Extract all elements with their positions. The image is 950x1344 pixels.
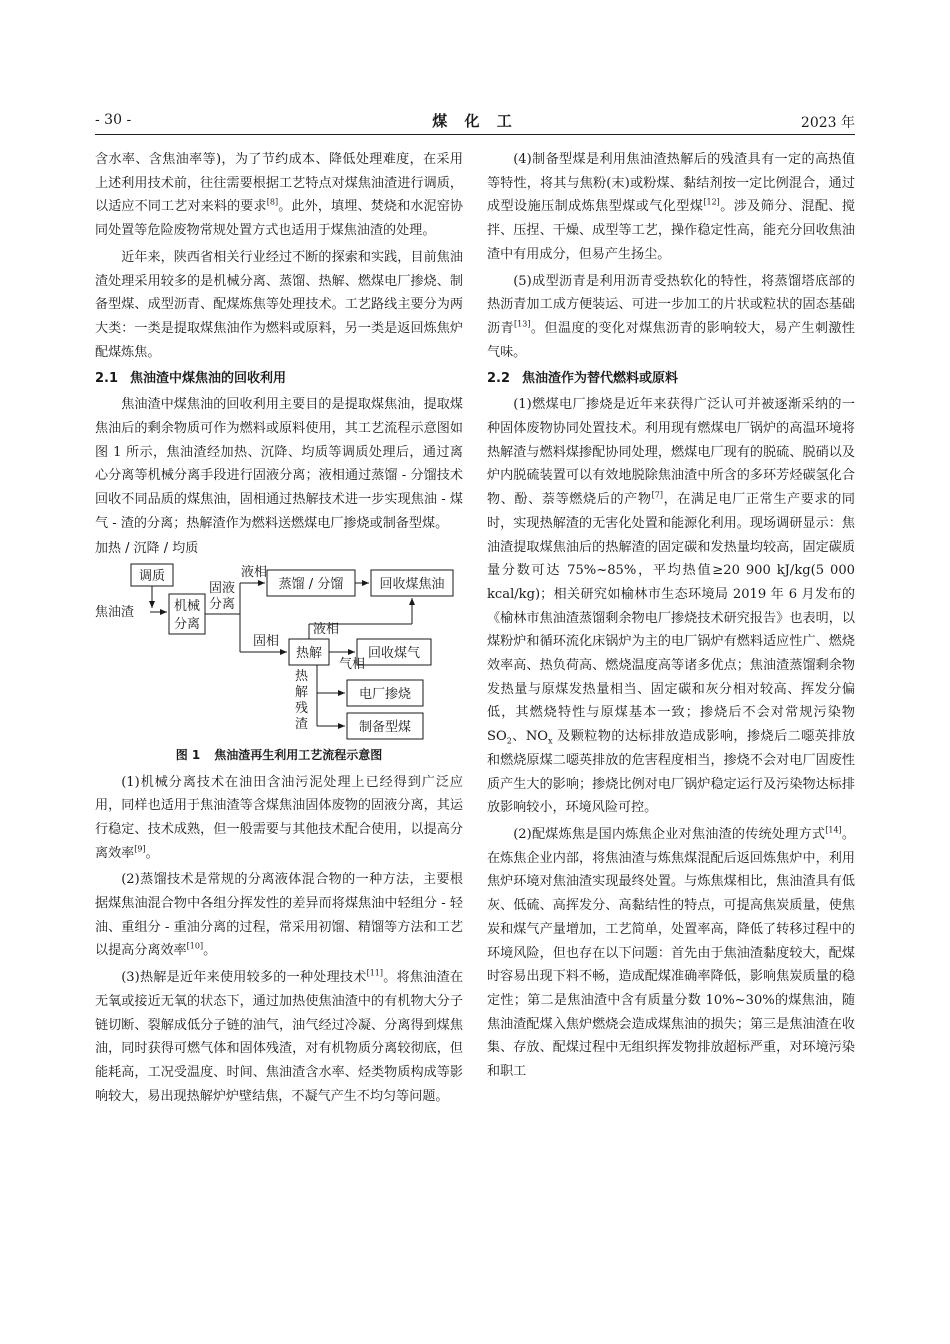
figure-caption: 图 1 焦油渣再生利用工艺流程示意图 [175,747,383,762]
paragraph: (3)热解是近年来使用较多的一种处理技术[11]。将焦油渣在无氧或接近无氧的状态下，通过加热使焦油渣中的有机物大分子链切断、裂解成低分子链的油气，油气经过冷凝、分离得到煤焦油，同时获得可燃气体和固体残渣，对有机物质分离较彻底，但能耗高，工况受温度、时间、焦油渣含水率、烃类物质构成等影响较大，易出现热解炉炉壁结焦，不凝气产生不均匀等问题。 [95,968,463,1104]
mech-sep-text-2: 分离 [173,616,201,632]
recover-tar-text: 回收煤焦油 [379,576,445,592]
residue-char-3: 残 [295,700,309,716]
process-flow-diagram [95,540,463,745]
briquette-text: 制备型煤 [358,719,412,735]
journal-title: 煤 化 工 [432,112,518,130]
residue-char-4: 渣 [295,716,309,732]
citation[interactable]: [8] [266,198,279,208]
power-plant-text: 电厂掺烧 [358,686,412,702]
gas-phase-label: 气相 [339,656,366,672]
paragraph: (1)燃煤电厂掺烧是近年来获得广泛认可并被逐渐采纳的一种固体废物协同处置技术。利用现有燃煤电厂锅炉的高温环境将热解渣与燃料煤掺配协同处理，燃煤电厂现有的脱硫、脱硝以及炉内脱硫装置可以有效地脱除焦油渣中所含的多环芳烃碳氢化合物、酚、萘等燃烧后的产物[7]，在满足电厂正常生产要求的同时，实现热解渣的无害化处置和能源化利用。现场调研显示：焦油渣提取煤焦油后的热解渣的固定碳和发热量均较高，固定碳质量分数可达 75%~85%，平均热值≥20 900 kJ/kg(5 000 kcal/kg)；相关研究如榆林市生态环境局 2019 年 6 月发布的《榆林市焦油渣蒸馏剩余物电厂掺烧技术研究报告》也表明，以煤粉炉和循环流化床锅炉为主的电厂锅炉有燃料适应性广、燃烧效率高、热负荷高、燃烧温度高等诸多优点；焦油渣蒸馏剩余物发热量与原煤发热量相当、固定碳和灰分相对较高、挥发分偏低，其燃烧特性与原煤基本一致；掺烧后不会对常规污染物 $SO_2$、$NO_x$ 及颗粒物的达标排放造成影响，掺烧后二噁英排放和燃烧原煤二噁英排放的危害程度相当，掺烧不会对电厂固废性质产生大的影响；掺烧比例对电厂锅炉稳定运行及污染物达标排放影响较小，环境风险可控。 [487,397,856,816]
citation[interactable]: [11] [366,968,384,978]
paragraph: (2)配煤炼焦是国内炼焦企业对焦油渣的传统处理方式[14]。在炼焦企业内部，将焦油渣与炼焦煤混配后返回炼焦炉中，利用焦炉环境对焦油渣实现最终处置。与炼焦煤相比，焦油渣具有低灰、低硫、高挥发分、高黏结性的特点，可提高焦炭质量，使焦炭和煤气产量增加，工艺简单，处置率高，降低了转移过程中的环境风险，但也存在以下问题：首先由于焦油渣黏度较大，配煤时容易出现下料不畅，造成配煤准确率降低，影响焦炭质量的稳定性；第二是焦油渣中含有质量分数 10%~30%的煤焦油，随焦油渣配煤入焦炉燃烧会造成煤焦油的损失；第三是焦油渣在收集、存放、配煤过程中无组织挥发物排放超标严重，对环境污染和职工 [487,825,856,1080]
section-heading: 2.2 焦油渣作为替代燃料或原料 [487,371,679,387]
paragraph: (5)成型沥青是利用沥青受热软化的特性，将蒸馏塔底部的热沥青加工成方便装运、可进一步加工的片状或粒状的固态基础沥青[13]。但温度的变化对煤焦沥青的影响较大，易产生刺激性气味。 [487,273,856,360]
issue-year: 2023 年 [800,115,855,131]
conditioning-text: 调质 [138,568,166,584]
residue-char-1: 热 [295,668,309,684]
left-column [95,148,463,1111]
citation[interactable]: [12] [703,198,720,208]
citation[interactable]: [10] [186,942,204,952]
paragraph: (2)蒸馏技术是常规的分离液体混合物的一种方法，主要根据煤焦油混合物中各组分挥发性的差异而将煤焦油中轻组分 - 轻油、重组分 - 重油分离的过程，常采用初馏、精馏等方法和工艺以提高分离效率[10]。 [95,872,463,959]
paragraph: 近年来，陕西省相关行业经过不断的探索和实践，目前焦油渣处理采用较多的是机械分离、蒸馏、热解、燃煤电厂掺烧、制备型煤、成型沥青、配煤炼焦等处理技术。工艺路线主要分为两大类：一类是提取煤焦油作为燃料或原料，另一类是返回炼焦炉配煤炼焦。 [95,249,463,360]
conditioning-label: 加热 / 沉降 / 均质 [95,540,199,556]
paragraph: (1)机械分离技术在油田含油污泥处理上已经得到广泛应用，同样也适用于焦油渣等含煤焦油固体废物的固液分离，其运行稳定、技术成熟，但一般需要与其他技术配合使用，以提高分离效率[9]。 [95,774,463,861]
citation[interactable]: [14] [825,825,842,835]
mech-sep-text-1: 机械 [173,598,201,614]
recover-gas-text: 回收煤气 [367,645,421,661]
solid-phase-label: 固相 [253,633,280,649]
citation[interactable]: [9] [134,844,146,854]
residue-char-2: 解 [295,684,309,700]
liquid-phase-label: 液相 [241,564,268,580]
distillation-text: 蒸馏 / 分馏 [278,576,344,592]
page-header [95,110,855,135]
liquid-phase-label-2: 液相 [313,621,340,637]
right-column [487,148,855,1087]
solid-liquid-label-1: 固液 [209,580,236,596]
paragraph: 含水率、含焦油率等)，为了节约成本、降低处理难度，在采用上述利用技术前，往往需要根据工艺特点对煤焦油渣进行调质，以适应不同工艺对来料的要求[8]。此外，填埋、焚烧和水泥窑协同处置等危险废物常规处置方式也适用于煤焦油渣的处理。 [95,152,464,239]
paragraph: 焦油渣中煤焦油的回收利用主要目的是提取煤焦油，提取煤焦油后的剩余物质可作为燃料或原料使用，其工艺流程示意图如图 1 所示，焦油渣经加热、沉降、均质等调质处理后，通过离心分离等机械分离手段进行固液分离；液相通过蒸馏 - 分馏技术回收不同品质的煤焦油，固相通过热解技术进一步实现焦油 - 煤气 - 渣的分离；热解渣作为燃料送燃煤电厂掺烧或制备型煤。 [95,397,463,531]
solid-liquid-label-2: 分离 [209,596,236,612]
pyrolysis-text: 热解 [295,645,323,661]
paragraph: (4)制备型煤是利用焦油渣热解后的残渣具有一定的高热值等特性，将其与焦粉(末)或粉煤、黏结剂按一定比例混合，通过成型设施压制成炼焦型煤或气化型煤[12]。涉及筛分、混配、搅拌、压捏、干燥、成型等工艺，操作稳定性高，能充分回收焦油渣中有用成分，但易产生扬尘。 [487,152,856,262]
citation[interactable]: [7] [651,490,663,500]
page-number: - 30 - [95,112,132,128]
input-label: 焦油渣 [95,604,135,620]
citation[interactable]: [13] [514,319,531,329]
section-heading: 2.1 焦油渣中煤焦油的回收利用 [95,371,287,387]
